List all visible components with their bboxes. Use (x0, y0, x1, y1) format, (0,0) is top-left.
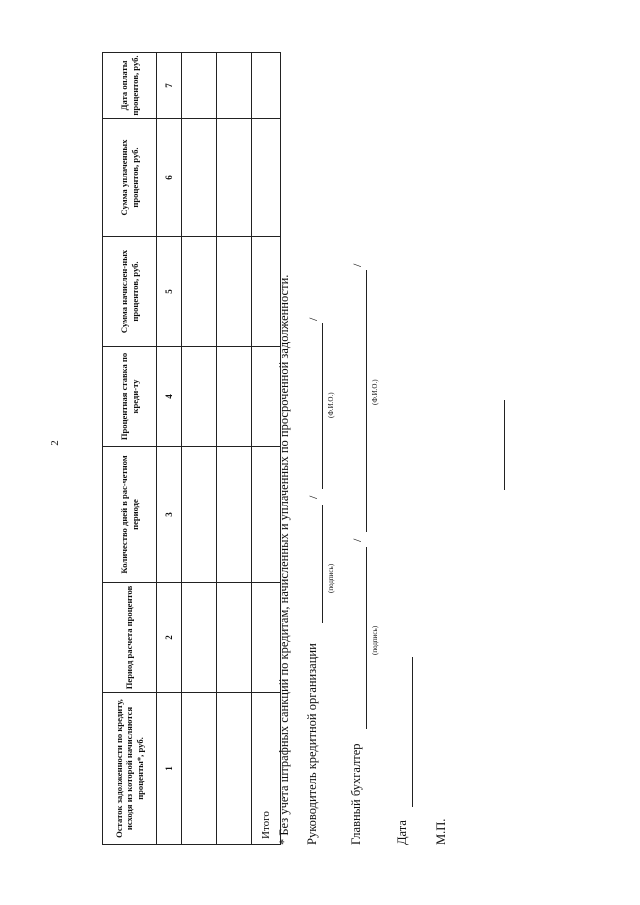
column-number: 3 (157, 447, 182, 583)
table-cell (182, 53, 217, 119)
table-cell (217, 347, 252, 447)
table-cell (217, 237, 252, 347)
column-number-row (157, 53, 182, 845)
date-line (412, 657, 413, 807)
total-label: Итого (252, 693, 281, 845)
header-cell: Сумма уплаченных процентов, руб. (103, 119, 157, 237)
stamp-label: М.П. (434, 818, 448, 845)
table-cell (252, 53, 281, 119)
accountant-signature-line (366, 547, 367, 729)
head-signature-line (322, 505, 323, 623)
column-number: 1 (157, 693, 182, 845)
header-cell: Количество дней в рас-четном периоде (103, 447, 157, 583)
table-cell (217, 583, 252, 693)
column-number: 4 (157, 347, 182, 447)
column-number: 7 (157, 53, 182, 119)
table-cell (217, 119, 252, 237)
table-cell (217, 447, 252, 583)
header-cell: Период расчета процентов (103, 583, 157, 693)
name-caption: (Ф.И.О.) (327, 392, 335, 418)
header-cell: Остаток задолженности по кредиту, исходя из которой начисляются проценты*, руб. (103, 693, 157, 845)
separator-slash: / (350, 263, 364, 267)
column-number: 5 (157, 237, 182, 347)
header-cell: Процентная ставка по креди-ту (103, 347, 157, 447)
separator-slash: / (306, 495, 320, 499)
table-cell (217, 53, 252, 119)
separator-slash: / (306, 317, 320, 321)
interest-table (102, 52, 281, 845)
column-number: 2 (157, 583, 182, 693)
stray-line (504, 400, 505, 490)
table-cell (182, 347, 217, 447)
signature-caption: (подпись) (327, 563, 335, 593)
head-signature-label: Руководитель кредитной организации (305, 643, 319, 845)
table-row (182, 53, 217, 845)
footnote: * Без учета штрафных санкций по кредитам, начисленных и уплаченных по просроченной задолженности. (277, 274, 291, 845)
table-cell (182, 237, 217, 347)
table-row (217, 53, 252, 845)
table-cell (182, 583, 217, 693)
header-cell: Дата оплаты процентов, руб. (103, 53, 157, 119)
header-cell: Сумма начислен-ных процентов, руб. (103, 237, 157, 347)
page-number: 2 (48, 440, 61, 446)
signature-caption: (подпись) (371, 625, 379, 655)
column-number: 6 (157, 119, 182, 237)
separator-slash: / (350, 538, 364, 542)
table-header-row (103, 53, 157, 845)
table-cell (182, 447, 217, 583)
table-cell (182, 119, 217, 237)
table-cell (217, 693, 252, 845)
table-cell (252, 119, 281, 237)
rotated-document-content (102, 53, 462, 845)
table-cell (182, 693, 217, 845)
accountant-signature-label: Главный бухгалтер (349, 743, 363, 845)
date-label: Дата (395, 820, 409, 845)
accountant-name-line (366, 270, 367, 532)
head-name-line (322, 323, 323, 489)
name-caption: (Ф.И.О.) (371, 379, 379, 405)
